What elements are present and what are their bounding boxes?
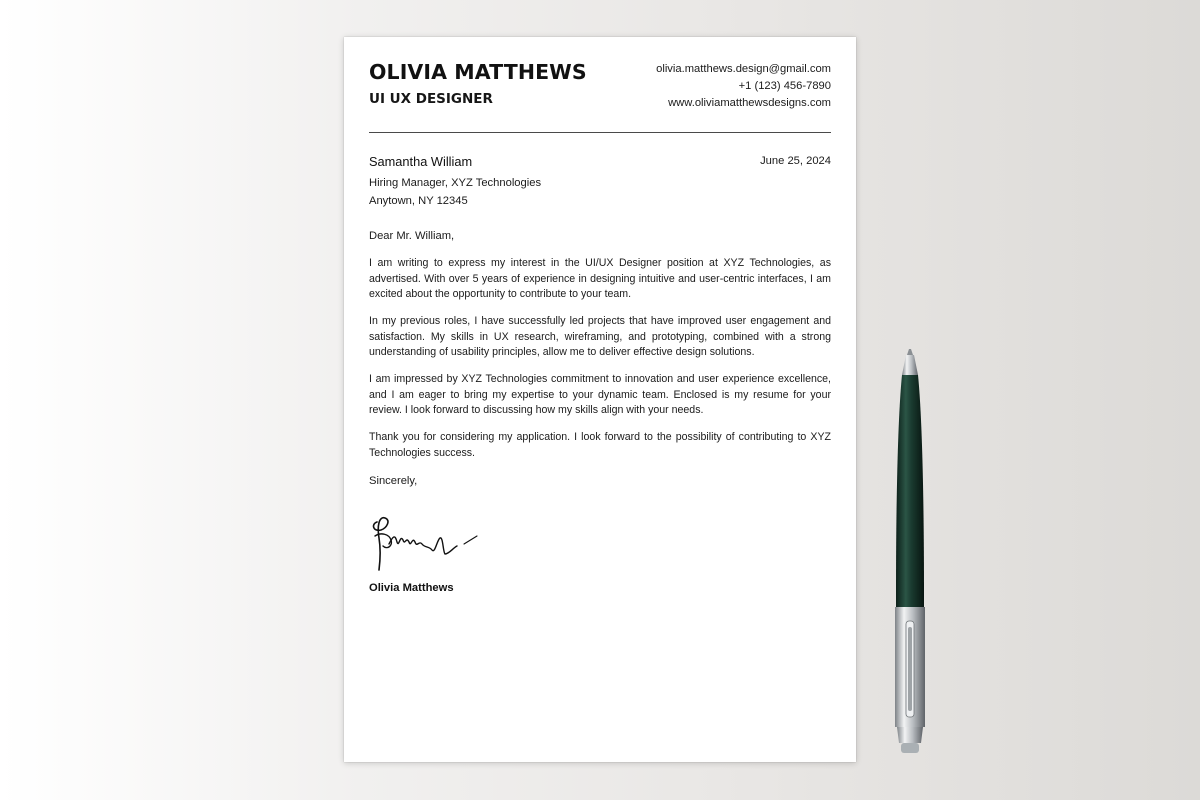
salutation: Dear Mr. William, <box>369 230 455 242</box>
contact-phone: +1 (123) 456-7890 <box>738 80 831 92</box>
signature-name: Olivia Matthews <box>369 582 454 594</box>
letter-date: June 25, 2024 <box>760 155 831 167</box>
recipient-position: Hiring Manager, XYZ Technologies <box>369 177 542 189</box>
body-paragraph-4: Thank you for considering my application. I look forward to the possibility of contributing to XYZ Technologies success. <box>369 431 831 459</box>
contact-website: www.oliviamatthewsdesigns.com <box>668 97 831 109</box>
signature-icon <box>367 510 492 574</box>
recipient-name: Samantha William <box>369 154 473 169</box>
recipient-details <box>369 174 541 210</box>
sender-title: UI UX DESIGNER <box>369 91 493 107</box>
letter-page <box>344 37 856 762</box>
contact-block <box>656 61 831 112</box>
closing: Sincerely, <box>369 475 418 487</box>
letter-body <box>369 256 831 473</box>
body-paragraph-2: In my previous roles, I have successfully led projects that have improved user engagement and satisfaction. My skills in UX research, wireframing, and prototyping, combined with a strong understanding of usability principles, allow me to deliver effective design solutions. <box>369 315 831 358</box>
contact-email: olivia.matthews.design@gmail.com <box>656 63 831 75</box>
sender-name: OLIVIA MATTHEWS <box>369 60 587 84</box>
body-paragraph-3: I am impressed by XYZ Technologies commitment to innovation and user experience excellence, and I am eager to bring my expertise to your dynamic team. Enclosed is my resume for your review. I look forward to discussing how my skills align with your needs. <box>369 373 831 416</box>
body-paragraph-1: I am writing to express my interest in the UI/UX Designer position at XYZ Technologies, as advertised. With over 5 years of experience in designing intuitive and user-centric interfaces, I am excited about the opportunity to contribute to your team. <box>369 257 831 300</box>
recipient-address: Anytown, NY 12345 <box>369 195 468 207</box>
pen-icon <box>885 345 935 765</box>
header-divider <box>369 132 831 133</box>
